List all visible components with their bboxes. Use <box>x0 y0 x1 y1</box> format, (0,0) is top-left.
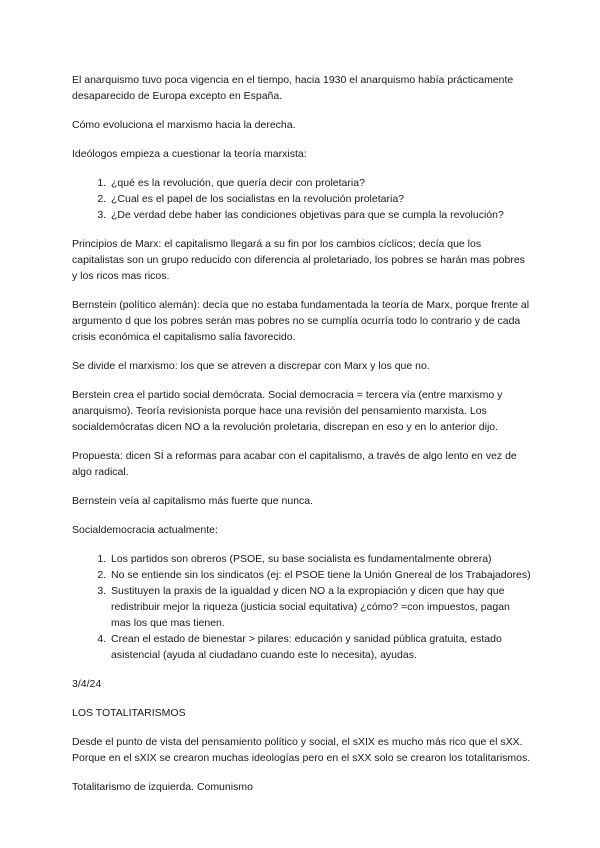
list-item: 1. ¿qué es la revolución, que quería decir con proletaria? <box>109 175 532 191</box>
paragraph: Bernstein veía al capitalismo más fuerte que nunca. <box>72 495 314 507</box>
list-item: 2. ¿Cual es el papel de los socialistas en la revolución proletaria? <box>109 191 532 207</box>
paragraph: Se divide el marxismo: los que se atreven a discrepar con Marx y los que no. <box>72 360 430 372</box>
numbered-list <box>72 551 532 663</box>
list-item: 4. Crean el estado de bienestar > pilares: educación y sanidad pública gratuita, estado asistencial (ayuda al ciudadano cuando este lo necesita), ayudas. <box>109 631 532 663</box>
paragraph: Totalitarismo de izquierda. Comunismo <box>72 781 253 793</box>
list-item: 3. Sustituyen la praxis de la igualdad y dicen NO a la expropiación y dicen que hay que redistribuir mejor la riqueza (justicia social equitativa) ¿cómo? =con impuestos, pagan mas los que mas tienen. <box>109 583 532 631</box>
document-body <box>72 72 532 808</box>
date-label: 3/4/24 <box>72 678 102 690</box>
paragraph: Berstein crea el partido social demócrata. Social democracia = tercera vía (entre marxismo y anarquismo). Teoría revisionista porque hace una revisión del pensamiento marxista. Los socialdemócratas dicen NO a la revolución proletaria, discrepan en eso y en lo anterior dijo. <box>72 389 503 433</box>
paragraph: Propuesta: dicen SÍ a reformas para acabar con el capitalismo, a través de algo lento en vez de algo radical. <box>72 450 517 478</box>
paragraph: El anarquismo tuvo poca vigencia en el tiempo, hacia 1930 el anarquismo había prácticamente desaparecido de Europa excepto en España. <box>72 74 514 102</box>
list-item: 2. No se entiende sin los sindicatos (ej: el PSOE tiene la Unión Gnereal de los Trabajadores) <box>109 567 532 583</box>
paragraph: Socialdemocracia actualmente: <box>72 524 218 536</box>
paragraph: Bernstein (político alemán): decía que no estaba fundamentada la teoría de Marx, porque frente al argumento d que los pobres serán mas pobres no se cumplía ocurría todo lo contrario y de cada crisis económica el capitalismo salía favorecido. <box>72 299 530 343</box>
list-item: 1. Los partidos son obreros (PSOE, su base socialista es fundamentalmente obrera) <box>109 551 532 567</box>
paragraph: Ideólogos empieza a cuestionar la teoría marxista: <box>72 148 307 160</box>
section-heading: LOS TOTALITARISMOS <box>72 707 186 719</box>
paragraph: Cómo evoluciona el marxismo hacia la derecha. <box>72 119 296 131</box>
paragraph: Principios de Marx: el capitalismo llegará a su fin por los cambios cíclicos; decía que los capitalistas son un grupo reducido con diferencia al proletariado, los pobres se harán mas pobres y los ricos mas ricos. <box>72 238 525 282</box>
list-item: 3. ¿De verdad debe haber las condiciones objetivas para que se cumpla la revolución? <box>109 207 532 223</box>
paragraph: Desde el punto de vista del pensamiento político y social, el sXIX es mucho más rico que el sXX. Porque en el sXIX se crearon muchas ideologías pero en el sXX solo se crearon los totalitarismos. <box>72 736 531 764</box>
numbered-list <box>72 175 532 223</box>
